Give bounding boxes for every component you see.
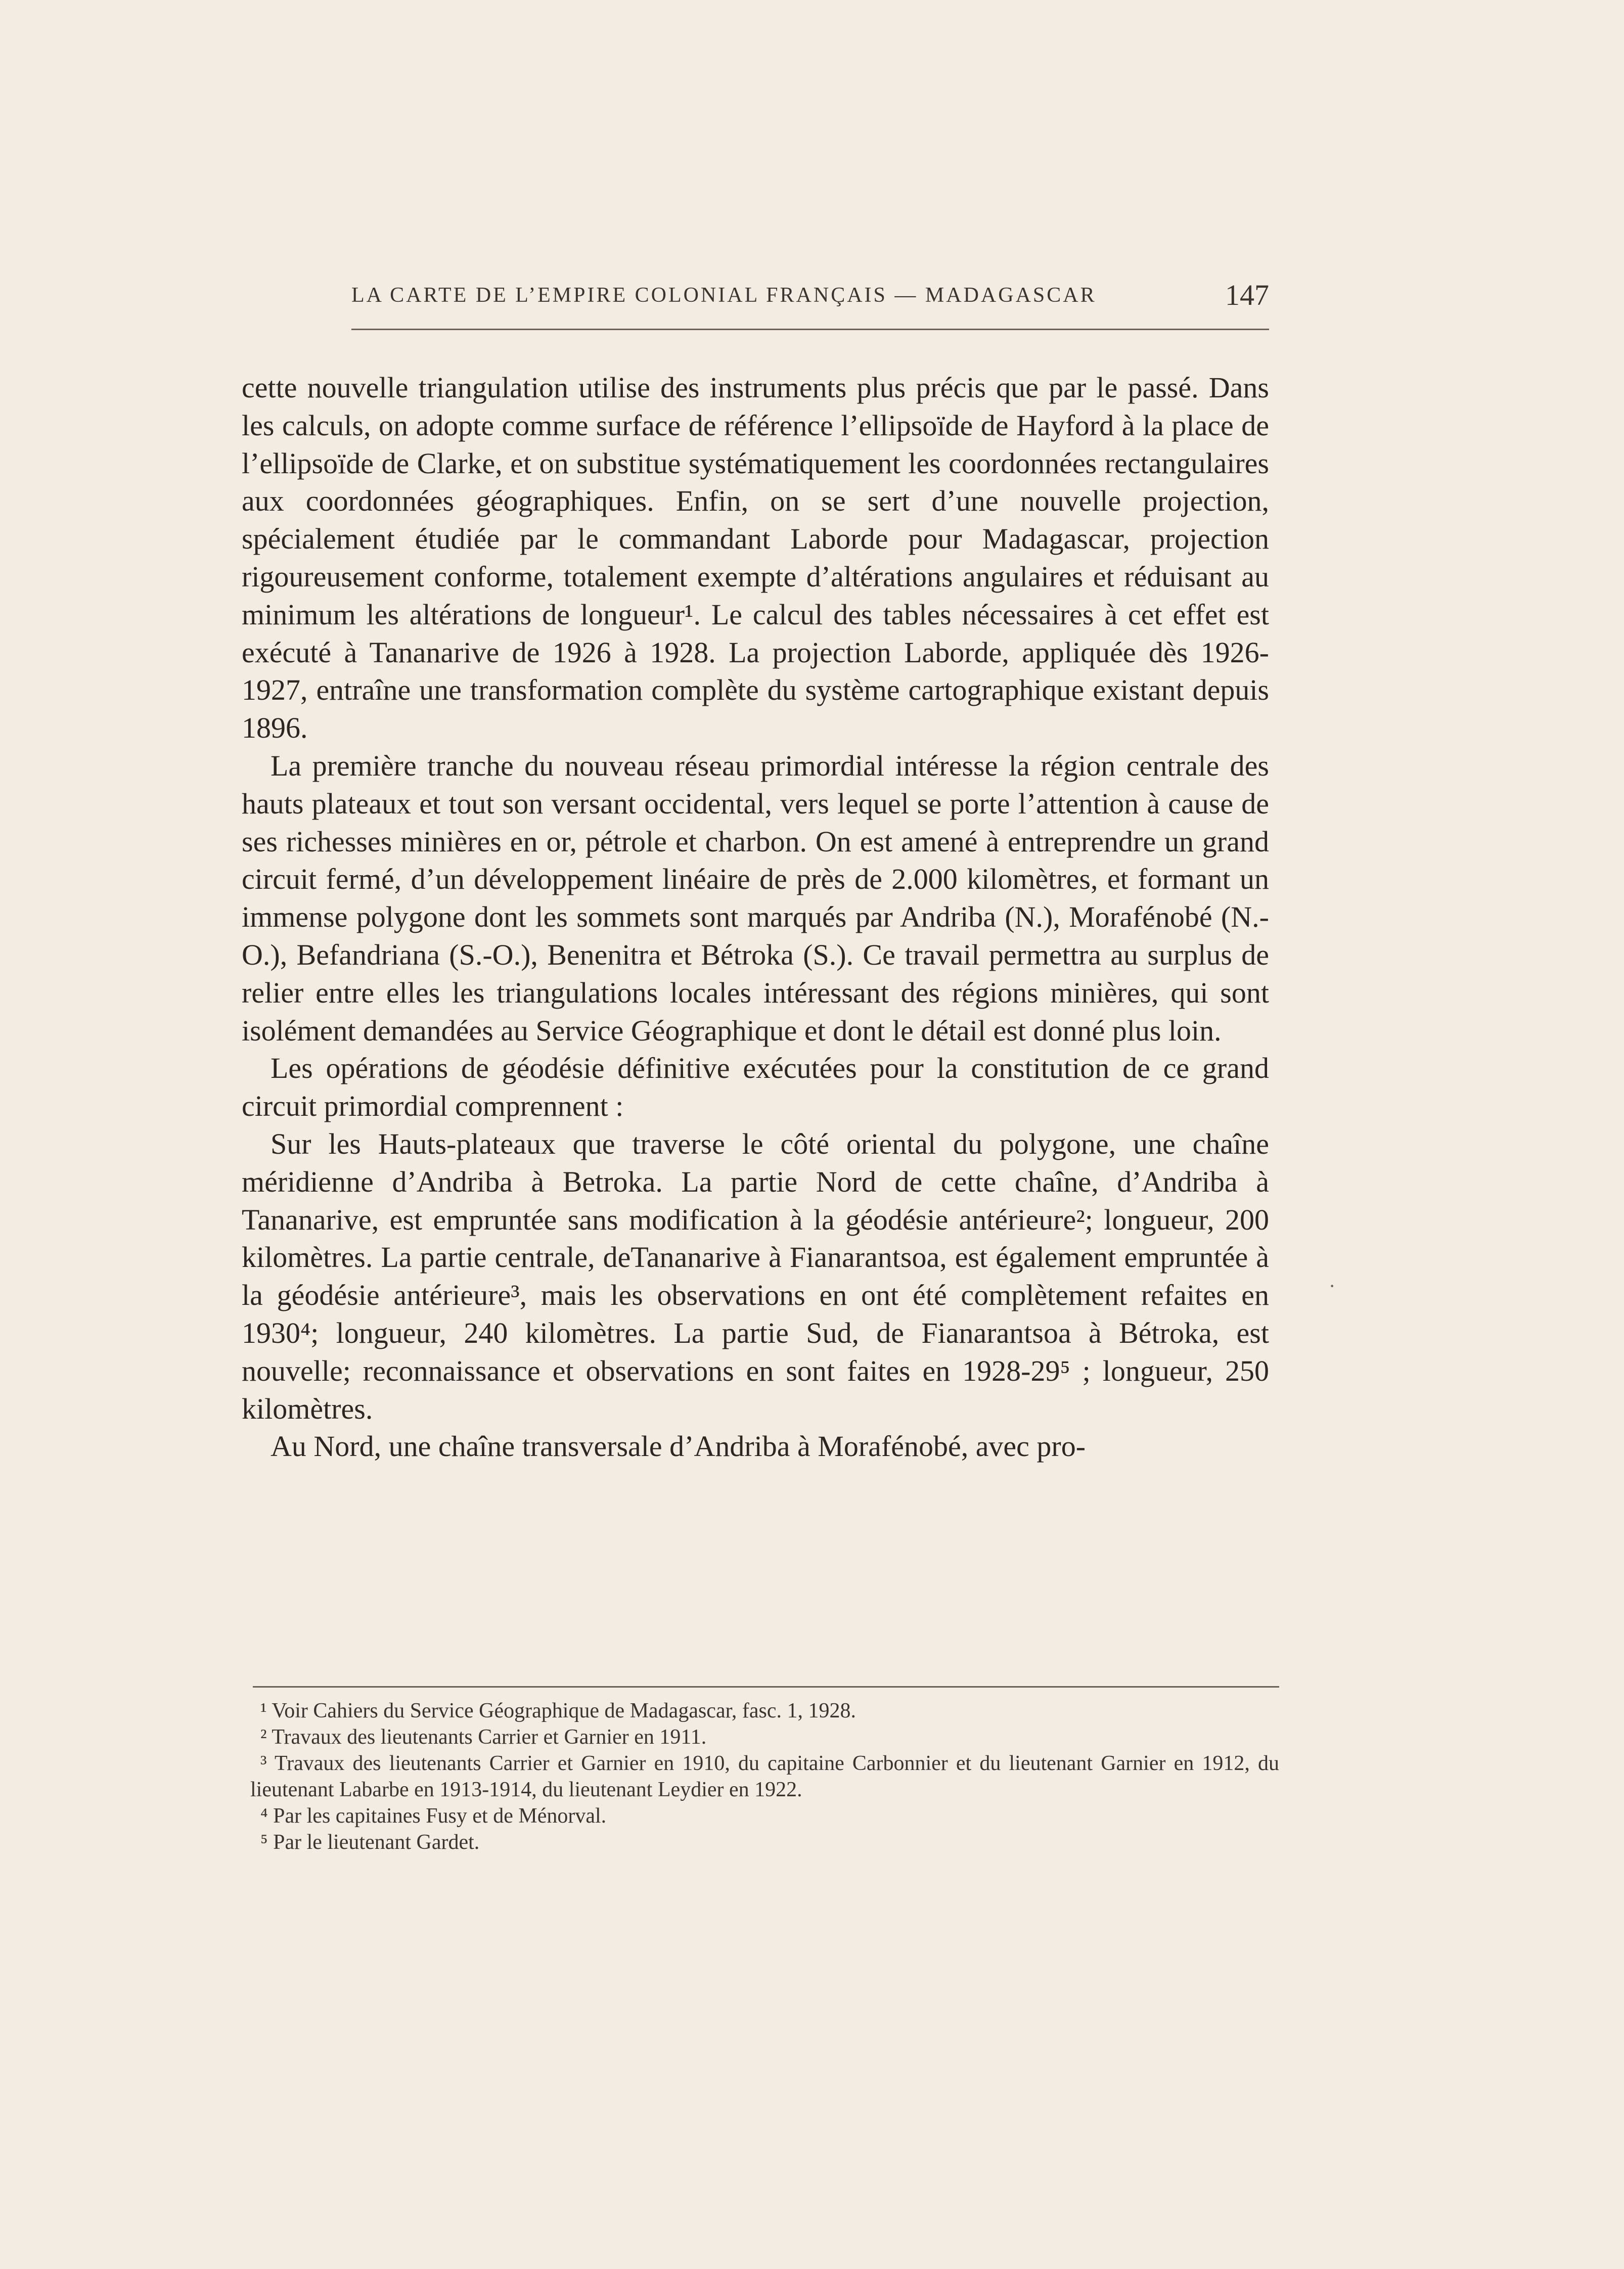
running-title: LA CARTE DE L’EMPIRE COLONIAL FRANÇAIS — MADAGASCAR — [351, 284, 1097, 307]
paragraph: Sur les Hauts-plateaux que traverse le côté oriental du polygone, une chaîne méridienne d’Andriba à Betroka. La partie Nord de cette chaîne, d’Andriba à Tananarive, est empruntée sans modification à la géodésie antérieure²; longueur, 200 kilomètres. La partie centrale, deTananarive à Fianarantsoa, est également empruntée à la géodésie antérieure³, mais les observations en ont été complètement refaites en 1930⁴; longueur, 240 kilomètres. La partie Sud, de Fianarantsoa à Bétroka, est nouvelle; reconnaissance et observations en sont faites en 1928-29⁵ ; longueur, 250 kilomètres. — [242, 1127, 1269, 1425]
footnote: ³ Travaux des lieutenants Carrier et Garnier en 1910, du capitaine Carbonnier et du lieutenant Garnier en 1912, du lieutenant Labarbe en 1913-1914, du lieutenant Leydier en 1922. — [250, 1752, 1279, 1801]
margin-mark: · — [1329, 1275, 1336, 1297]
paragraph: Les opérations de géodésie définitive exécutées pour la constitution de ce grand circuit primordial comprennent : — [242, 1052, 1269, 1123]
paragraph: cette nouvelle triangulation utilise des instruments plus précis que par le passé. Dans les calculs, on adopte comme surface de référence l’ellipsoïde de Hayford à la place de l’ellipsoïde de Clarke, et on substitue systématiquement les coordonnées rectangulaires aux coordonnées géographiques. Enfin, on se sert d’une nouvelle projection, spécialement étudiée par le commandant Laborde pour Madagascar, projection rigoureusement conforme, totalement exempte d’altérations angulaires et réduisant au minimum les altérations de longueur¹. Le calcul des tables nécessaires à cet effet est exécuté à Tananarive de 1926 à 1928. La projection Laborde, appliquée dès 1926-1927, entraîne une transformation complète du système cartographique existant depuis 1896. — [242, 371, 1269, 745]
footnotes — [250, 1698, 1279, 1855]
header-rule — [351, 329, 1269, 330]
footnote: ¹ Voir Cahiers du Service Géographique de Madagascar, fasc. 1, 1928. — [260, 1699, 856, 1722]
page-header — [351, 279, 1269, 319]
footnote-rule — [253, 1686, 1279, 1688]
paragraph: La première tranche du nouveau réseau primordial intéresse la région centrale des hauts plateaux et tout son versant occidental, vers lequel se porte l’attention à cause de ses richesses minières en or, pétrole et charbon. On est amené à entreprendre un grand circuit fermé, d’un développement linéaire de près de 2.000 kilomètres, et formant un immense polygone dont les sommets sont marqués par Andriba (N.), Morafénobé (N.-O.), Befandriana (S.-O.), Benenitra et Bétroka (S.). Ce travail permettra au surplus de relier entre elles les triangulations locales intéressant des régions minières, qui sont isolément demandées au Service Géographique et dont le détail est donné plus loin. — [242, 749, 1269, 1047]
footnote: ⁵ Par le lieutenant Gardet. — [260, 1831, 480, 1854]
paragraph: Au Nord, une chaîne transversale d’Andriba à Morafénobé, avec pro- — [270, 1430, 1086, 1463]
page-number: 147 — [1225, 279, 1269, 311]
body-text — [242, 369, 1269, 1466]
footnote: ² Travaux des lieutenants Carrier et Garnier en 1911. — [260, 1726, 707, 1749]
footnote: ⁴ Par les capitaines Fusy et de Ménorval. — [260, 1804, 607, 1828]
